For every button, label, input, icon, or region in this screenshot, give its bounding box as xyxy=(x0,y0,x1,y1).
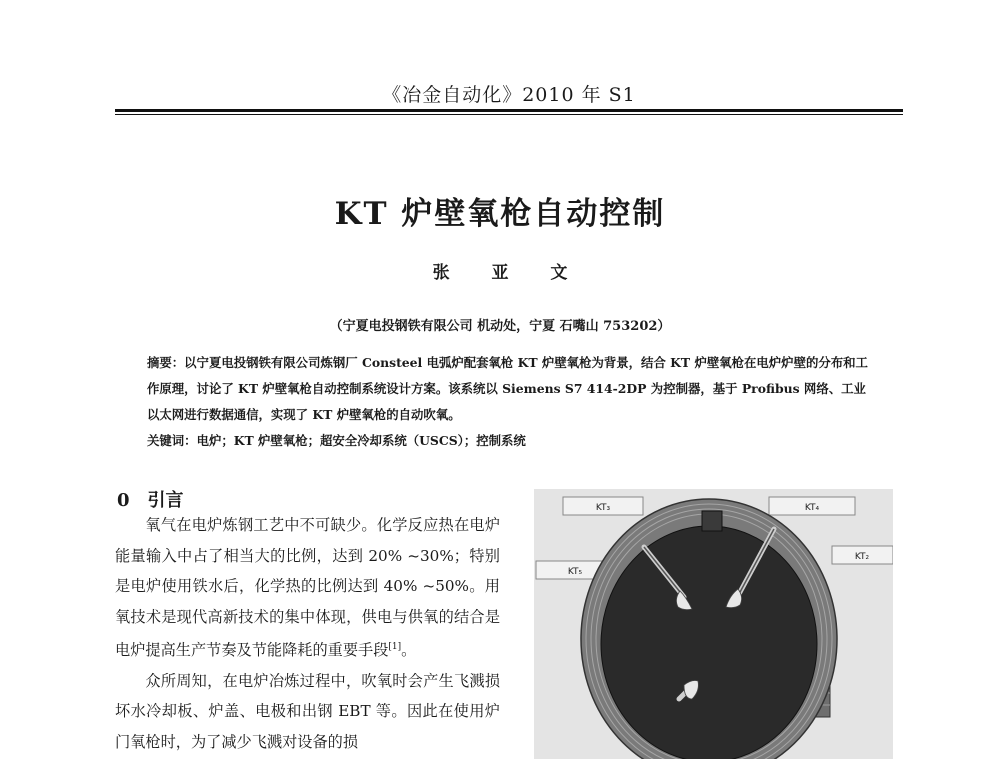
label-kt2: KT₂ xyxy=(854,552,870,562)
header-rule-thin xyxy=(115,114,903,115)
keywords xyxy=(147,428,872,454)
abstract-label: 摘要： xyxy=(147,355,185,370)
furnace-diagram xyxy=(534,489,893,759)
paragraph xyxy=(115,666,500,758)
journal-header: 《冶金自动化》2010 年 S1 xyxy=(382,84,636,106)
keywords-text: 电炉；KT 炉壁氧枪；超安全冷却系统（USCS）；控制系统 xyxy=(196,433,526,448)
furnace-bath xyxy=(601,526,817,759)
author: 张 亚 文 xyxy=(432,263,586,283)
keywords-label: 关键词： xyxy=(147,433,197,448)
paragraph-tail: 。 xyxy=(401,641,417,660)
abstract-text: 以宁夏电投钢铁有限公司炼钢厂 Consteel 电弧炉配套氧枪 KT 炉壁氧枪为背景，结合 KT 炉壁氧枪在电炉炉壁的分布和工作原理，讨论了 KT 炉壁氧枪自动控制系统设计方案。该系统以 Siemens S7 414-2DP 为控制器，基于 Profibus 网络、工业以太网进行数据通信，实现了 KT 炉壁氧枪的自动吹氧。 xyxy=(147,355,868,422)
paper-title: KT 炉壁氧枪自动控制 xyxy=(334,196,666,232)
label-kt5: KT₅ xyxy=(567,567,583,577)
paragraph-text: 氧气在电炉炼钢工艺中不可缺少。化学反应热在电炉能量输入中占了相当大的比例，达到 20% ~30%；特别是电炉使用铁水后，化学热的比例达到 40% ~50%。用氧技术是现代高新技术的集中体现，供电与供氧的结合是电炉提高生产节奏及节能降耗的重要手段 xyxy=(115,516,500,660)
abstract xyxy=(147,350,872,428)
citation: [1] xyxy=(388,642,402,652)
top-block xyxy=(702,511,722,531)
section-title: 引言 xyxy=(147,490,184,511)
label-kt4: KT₄ xyxy=(804,503,820,513)
paragraph-text: 众所周知，在电炉冶炼过程中，吹氧时会产生飞溅损坏水冷却板、炉盖、电极和出钢 EBT 等。因此在使用炉门氧枪时，为了减少飞溅对设备的损 xyxy=(115,671,500,751)
section-number: 0 xyxy=(117,490,130,511)
affiliation: （宁夏电投钢铁有限公司 机动处，宁夏 石嘴山 753202） xyxy=(329,319,671,334)
section-heading xyxy=(117,486,184,512)
paragraph xyxy=(115,510,500,666)
label-kt3: KT₃ xyxy=(595,503,611,513)
furnace-figure xyxy=(534,489,893,759)
header-rule xyxy=(115,109,903,112)
body-text xyxy=(115,510,500,757)
